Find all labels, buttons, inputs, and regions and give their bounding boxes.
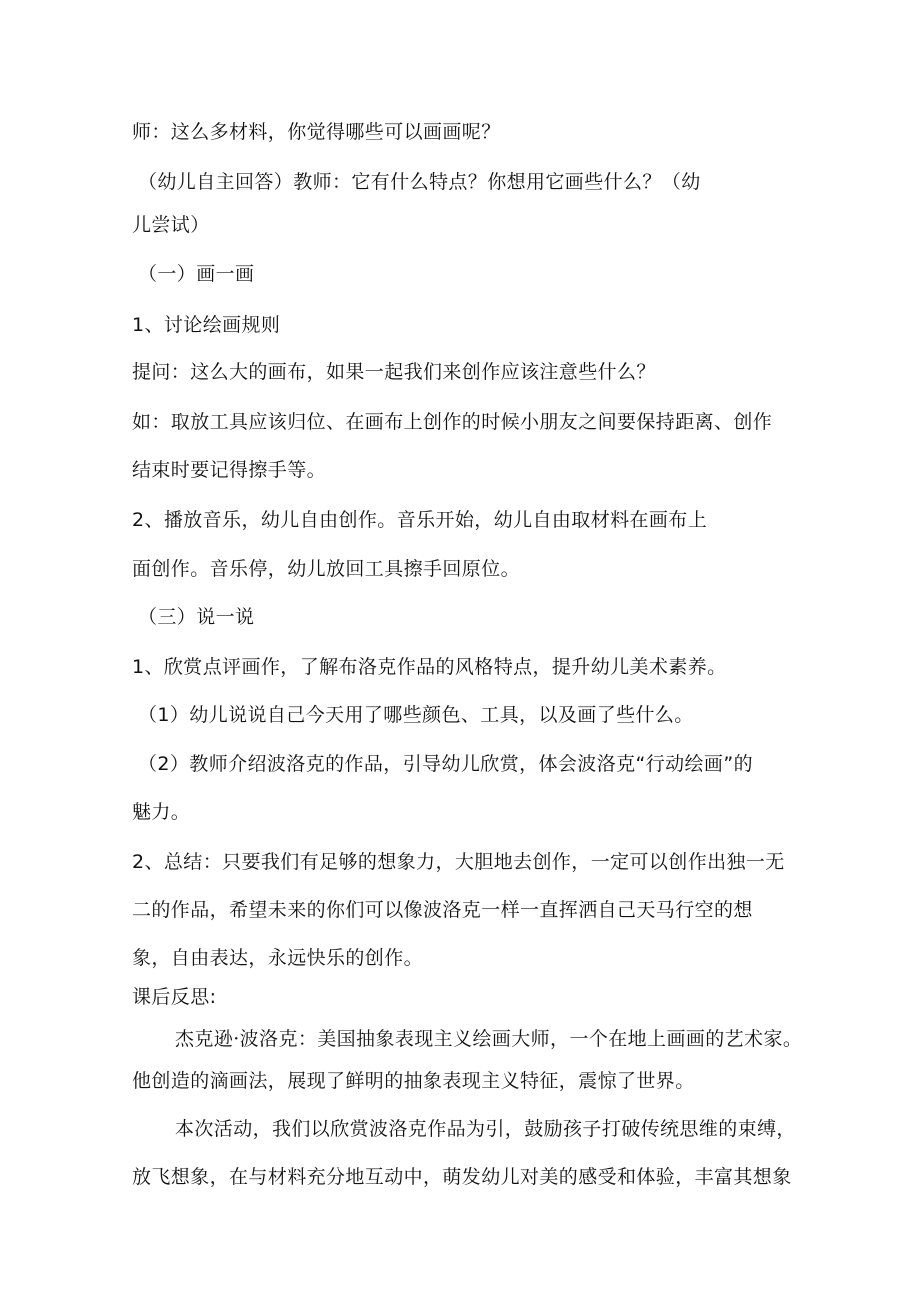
paragraph-line: 儿尝试） — [132, 214, 210, 236]
paragraph-line: 面创作。音乐停，幼儿放回工具擦手回原位。 — [132, 558, 521, 580]
list-item-heading: 2、总结：只要我们有足够的想象力，大胆地去创作，一定可以创作出独一无 — [132, 851, 785, 873]
section-heading: （三）说一说 — [138, 606, 255, 628]
paragraph-line: 结束时要记得擦手等。 — [132, 459, 327, 481]
sub-list-item: （2）教师介绍波洛克的作品，引导幼儿欣赏，体会波洛克“行动绘画”的 — [138, 753, 753, 775]
paragraph-line: 如：取放工具应该归位、在画布上创作的时候小朋友之间要保持距离、创作 — [132, 411, 773, 433]
paragraph-line: 杰克逊·波洛克：美国抽象表现主义绘画大师，一个在地上画画的艺术家。 — [175, 1028, 803, 1050]
paragraph-line: 师：这么多材料，你觉得哪些可以画画呢？ — [132, 121, 501, 143]
paragraph-line: 提问：这么大的画布，如果一起我们来创作应该注意些什么？ — [132, 361, 656, 383]
reflection-heading: 课后反思: — [132, 986, 217, 1008]
paragraph-line: 他创造的滴画法，展现了鲜明的抽象表现主义特征，震惊了世界。 — [132, 1070, 695, 1092]
list-item-heading: 1、欣赏点评画作，了解布洛克作品的风格特点，提升幼儿美术素养。 — [132, 656, 727, 678]
paragraph-line: （幼儿自主回答）教师：它有什么特点？你想用它画些什么？（幼 — [138, 171, 701, 193]
paragraph-line: 放飞想象，在与材料充分地互动中，萌发幼儿对美的感受和体验，丰富其想象 — [132, 1166, 792, 1188]
paragraph-line: 魅力。 — [132, 801, 191, 823]
list-item-heading: 1、讨论绘画规则 — [132, 314, 281, 336]
sub-list-item: （1）幼儿说说自己今天用了哪些颜色、工具，以及画了些什么。 — [138, 704, 694, 726]
list-item-heading: 2、播放音乐，幼儿自由创作。音乐开始，幼儿自由取材料在画布上 — [132, 509, 708, 531]
paragraph-line: 象，自由表达，永远快乐的创作。 — [132, 947, 424, 969]
paragraph-line: 本次活动，我们以欣赏波洛克作品为引，鼓励孩子打破传统思维的束缚， — [175, 1118, 796, 1140]
paragraph-line: 二的作品，希望未来的你们可以像波洛克一样一直挥洒自己天马行空的想 — [132, 899, 753, 921]
section-heading: （一）画一画 — [138, 263, 255, 285]
